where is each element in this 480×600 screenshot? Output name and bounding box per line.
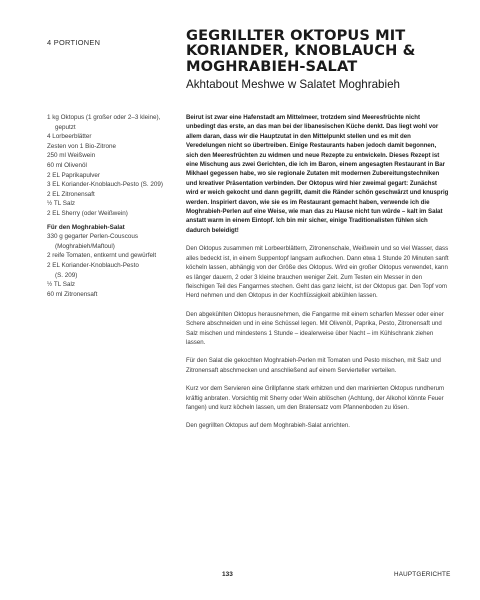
salad-heading: Für den Moghrabieh-Salat (47, 223, 125, 231)
ingredient-item: geputzt (55, 123, 76, 131)
ingredient-item: 3 EL Koriander-Knoblauch-Pesto (S. 209) (47, 181, 163, 189)
ingredient-item: 2 EL Paprikapulver (47, 171, 100, 179)
ingredient-item: 60 ml Zitronensaft (47, 290, 98, 298)
page-number: 133 (222, 571, 233, 578)
step-paragraph: Den Oktopus zusammen mit Lorbeerblättern, Zitronenschale, Weißwein und so viel Wasser, dass alles bedeckt ist, in einem Suppentopf langsam aufkochen. Dann etwa 1 Stunde 20 Minuten sanft köcheln lassen, abhängig von der Größe des Oktopus. Wird ein großer Oktopus verwendet, kann es länger dauern, 2 oder 3 kleine brauchen weniger Zeit. Zum Testen ein Messer in den fleischigen Teil des Fangarmes stechen. Geht das ganz leicht, ist der Oktopus gar. Den Topf vom Herd nehmen und den Oktopus in der Kochflüssigkeit abkühlen lassen. (186, 245, 449, 300)
step-paragraph: Den abgekühlten Oktopus herausnehmen, die Fangarme mit einem scharfen Messer oder einer Schere abschneiden und in eine Schüssel legen. Mit Olivenöl, Paprika, Pesto, Zitronensaft und Salz mischen und mindestens 1 Stunde – idealerweise über Nacht – im Kühlschrank ziehen lassen. (186, 310, 444, 346)
ingredient-item: 2 reife Tomaten, entkernt und gewürfelt (47, 252, 157, 260)
ingredient-item: 2 EL Koriander-Knoblauch-Pesto (47, 261, 139, 269)
ingredient-item: ½ TL Salz (47, 200, 76, 208)
ingredient-item: (S. 209) (55, 271, 78, 279)
step-paragraph: Den gegrillten Oktopus auf dem Moghrabieh-Salat anrichten. (186, 422, 350, 430)
section-label: HAUPTGERICHTE (394, 571, 451, 578)
main-ingredients (47, 113, 169, 219)
ingredient-item: ½ TL Salz (47, 281, 76, 289)
servings-label: 4 PORTIONEN (47, 38, 101, 47)
ingredient-item: 250 ml Weißwein (47, 152, 96, 160)
ingredient-item: 2 EL Sherry (oder Weißwein) (47, 209, 128, 217)
ingredient-item: Zesten von 1 Bio-Zitrone (47, 142, 116, 150)
ingredient-item: 60 ml Olivenöl (47, 161, 87, 169)
ingredient-item: 4 Lorbeerblätter (47, 133, 92, 141)
recipe-title: GEGRILLTER OKTOPUS MIT KORIANDER, KNOBLAUCH & MOGHRABIEH-SALAT (186, 27, 416, 75)
recipe-subtitle: Akhtabout Meshwe w Salatet Moghrabieh (186, 78, 400, 91)
step-paragraph: Für den Salat die gekochten Moghrabieh-Perlen mit Tomaten und Pesto mischen, mit Salz und Zitronensaft abschmecken und anschließend auf einem Servierteller verteilen. (186, 357, 441, 374)
salad-ingredients (47, 223, 169, 300)
ingredient-item: 2 EL Zitronensaft (47, 190, 95, 198)
intro-paragraph: Beirut ist zwar eine Hafenstadt am Mittelmeer, trotzdem sind Meeresfrüchte nicht unbedingt das erste, an das man bei der libanesischen Küche denkt. Das liegt wohl vor allem daran, dass wir die Hauptzutat in den Mittelpunkt stellen und es mit den Veredelungen nicht so übertreiben. Einige Restaurants haben jedoch damit begonnen, sich den Meeresfrüchten zu widmen und neue Rezepte zu entwickeln. Dieses Rezept ist eine Mischung aus zwei Gerichten, die ich im Baron, einem angesagten Restaurant in Bar Mikhael gegessen habe, wo sie regionale Zutaten mit modernen Zubereitungstechniken und kreativer Präsentation verbinden. Der Oktopus wird hier zweimal gegart: Zunächst wird er weich gekocht und dann gegrillt, damit die Ränder schön geschwärzt und knusprig werden. Inspiriert davon, wie sie es im Restaurant gemacht haben, verwende ich die Moghrabieh-Perlen auf eine Weise, wie man das zu Hause nicht tun würde – kalt im Salat anstatt warm in einem Eintopf. Ich bin mir sicher, einige Traditionalisten fühlen sich dadurch beleidigt! (186, 114, 449, 234)
ingredient-item: 1 kg Oktopus (1 großer oder 2–3 kleine), (47, 114, 161, 121)
step-paragraph: Kurz vor dem Servieren eine Grillpfanne stark erhitzen und den marinierten Oktopus rundherum kräftig anbraten. Vorsichtig mit Sherry oder Wein ablöschen (Achtung, der Alkohol könnte Feuer fangen) und kurz köcheln lassen, um den Bratensatz vom Pfannenboden zu lösen. (186, 385, 445, 411)
ingredient-item: (Moghrabieh/Maftoul) (55, 242, 115, 250)
recipe-body (186, 113, 450, 440)
ingredients-column (47, 113, 169, 303)
ingredient-item: 330 g gegarter Perlen-Couscous (47, 233, 139, 241)
